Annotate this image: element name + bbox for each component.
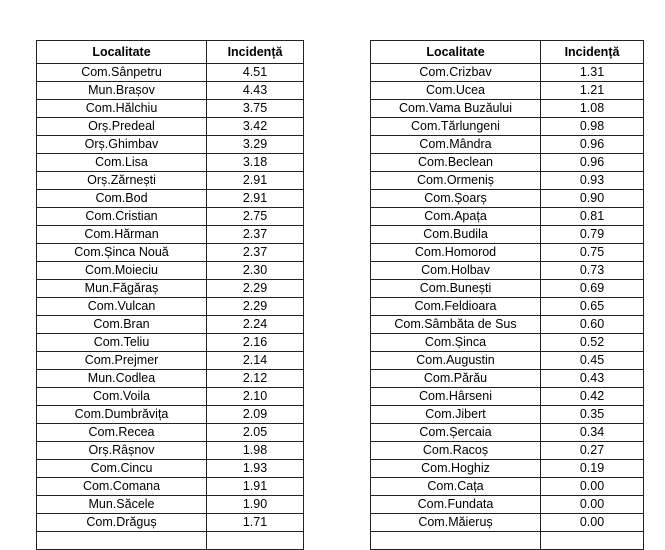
locality-cell: Com.Șoarș xyxy=(371,190,541,208)
table-row xyxy=(371,280,644,298)
column-header-localitate: Localitate xyxy=(37,41,207,64)
locality-cell xyxy=(37,532,207,550)
incidence-cell: 4.51 xyxy=(207,64,304,82)
incidence-cell: 1.91 xyxy=(207,478,304,496)
locality-cell: Com.Comana xyxy=(37,478,207,496)
locality-cell: Com.Bran xyxy=(37,316,207,334)
locality-cell: Com.Holbav xyxy=(371,262,541,280)
incidence-cell: 0.00 xyxy=(541,478,644,496)
table-row xyxy=(37,352,304,370)
incidence-cell: 2.14 xyxy=(207,352,304,370)
table-row xyxy=(371,154,644,172)
incidence-cell xyxy=(541,532,644,550)
locality-cell: Com.Feldioara xyxy=(371,298,541,316)
incidence-cell: 3.18 xyxy=(207,154,304,172)
table-row xyxy=(37,100,304,118)
locality-cell: Com.Mândra xyxy=(371,136,541,154)
locality-cell: Mun.Săcele xyxy=(37,496,207,514)
locality-cell: Com.Vulcan xyxy=(37,298,207,316)
incidence-cell: 2.37 xyxy=(207,244,304,262)
incidence-cell: 2.91 xyxy=(207,190,304,208)
incidence-cell: 4.43 xyxy=(207,82,304,100)
table-row xyxy=(371,136,644,154)
locality-cell: Com.Homorod xyxy=(371,244,541,262)
table-row xyxy=(37,280,304,298)
locality-cell: Com.Prejmer xyxy=(37,352,207,370)
table-row xyxy=(371,352,644,370)
locality-cell: Com.Hărman xyxy=(37,226,207,244)
incidence-table-left xyxy=(36,40,304,550)
table-row-cut-off xyxy=(371,532,644,550)
incidence-table-right xyxy=(370,40,644,550)
table-row xyxy=(37,64,304,82)
locality-cell: Com.Hoghiz xyxy=(371,460,541,478)
table-row xyxy=(371,244,644,262)
incidence-cell: 0.19 xyxy=(541,460,644,478)
incidence-cell: 2.05 xyxy=(207,424,304,442)
table-row xyxy=(371,442,644,460)
locality-cell: Com.Sânpetru xyxy=(37,64,207,82)
table-row xyxy=(37,424,304,442)
incidence-cell: 2.10 xyxy=(207,388,304,406)
table-row xyxy=(371,64,644,82)
incidence-cell: 3.75 xyxy=(207,100,304,118)
table-row xyxy=(371,478,644,496)
locality-cell: Mun.Făgăraș xyxy=(37,280,207,298)
table-row xyxy=(371,334,644,352)
table-row xyxy=(371,388,644,406)
incidence-cell: 0.42 xyxy=(541,388,644,406)
column-header-incidenta: Incidență xyxy=(541,41,644,64)
locality-cell: Com.Bod xyxy=(37,190,207,208)
incidence-cell: 0.73 xyxy=(541,262,644,280)
table-row xyxy=(37,496,304,514)
incidence-cell: 1.31 xyxy=(541,64,644,82)
incidence-cell: 2.29 xyxy=(207,280,304,298)
locality-cell: Com.Cristian xyxy=(37,208,207,226)
table-row xyxy=(37,172,304,190)
table-row xyxy=(37,442,304,460)
locality-cell: Com.Dumbrăvița xyxy=(37,406,207,424)
table-row xyxy=(37,334,304,352)
table-row xyxy=(371,406,644,424)
table-row xyxy=(371,118,644,136)
column-header-incidenta: Incidență xyxy=(207,41,304,64)
incidence-cell: 0.65 xyxy=(541,298,644,316)
locality-cell: Com.Ucea xyxy=(371,82,541,100)
table-row xyxy=(371,496,644,514)
table-row xyxy=(37,244,304,262)
locality-cell: Orș.Zărnești xyxy=(37,172,207,190)
locality-cell: Com.Drăguș xyxy=(37,514,207,532)
incidence-cell: 1.98 xyxy=(207,442,304,460)
table-row xyxy=(37,478,304,496)
incidence-cell xyxy=(207,532,304,550)
locality-cell: Com.Măieruș xyxy=(371,514,541,532)
incidence-cell: 1.71 xyxy=(207,514,304,532)
incidence-cell: 0.52 xyxy=(541,334,644,352)
table-row xyxy=(371,100,644,118)
incidence-cell: 0.96 xyxy=(541,136,644,154)
locality-cell: Com.Părău xyxy=(371,370,541,388)
locality-cell: Com.Ormeniș xyxy=(371,172,541,190)
table-row xyxy=(37,118,304,136)
incidence-cell: 2.91 xyxy=(207,172,304,190)
incidence-cell: 2.16 xyxy=(207,334,304,352)
table-row xyxy=(37,262,304,280)
locality-cell: Com.Vama Buzăului xyxy=(371,100,541,118)
table-row xyxy=(371,460,644,478)
locality-cell: Com.Fundata xyxy=(371,496,541,514)
incidence-cell: 1.90 xyxy=(207,496,304,514)
table-row xyxy=(371,208,644,226)
incidence-cell: 0.00 xyxy=(541,514,644,532)
table-header-row xyxy=(37,41,304,64)
locality-cell: Orș.Predeal xyxy=(37,118,207,136)
incidence-cell: 0.98 xyxy=(541,118,644,136)
locality-cell: Com.Moieciu xyxy=(37,262,207,280)
locality-cell: Mun.Brașov xyxy=(37,82,207,100)
table-row xyxy=(371,514,644,532)
incidence-cell: 2.75 xyxy=(207,208,304,226)
locality-cell xyxy=(371,532,541,550)
table-row xyxy=(37,190,304,208)
locality-cell: Com.Crizbav xyxy=(371,64,541,82)
incidence-cell: 0.34 xyxy=(541,424,644,442)
locality-cell: Com.Beclean xyxy=(371,154,541,172)
locality-cell: Com.Sâmbăta de Sus xyxy=(371,316,541,334)
incidence-cell: 2.30 xyxy=(207,262,304,280)
locality-cell: Com.Șinca xyxy=(371,334,541,352)
incidence-cell: 3.42 xyxy=(207,118,304,136)
table-row xyxy=(37,316,304,334)
incidence-cell: 0.81 xyxy=(541,208,644,226)
incidence-cell: 2.37 xyxy=(207,226,304,244)
incidence-cell: 1.08 xyxy=(541,100,644,118)
locality-cell: Com.Șercaia xyxy=(371,424,541,442)
incidence-cell: 2.12 xyxy=(207,370,304,388)
incidence-cell: 2.09 xyxy=(207,406,304,424)
incidence-cell: 0.43 xyxy=(541,370,644,388)
locality-cell: Com.Augustin xyxy=(371,352,541,370)
locality-cell: Orș.Ghimbav xyxy=(37,136,207,154)
table-row xyxy=(371,424,644,442)
locality-cell: Com.Cincu xyxy=(37,460,207,478)
table-row xyxy=(37,406,304,424)
table-row xyxy=(37,208,304,226)
incidence-cell: 1.21 xyxy=(541,82,644,100)
locality-cell: Com.Hârseni xyxy=(371,388,541,406)
incidence-cell: 0.27 xyxy=(541,442,644,460)
locality-cell: Com.Voila xyxy=(37,388,207,406)
incidence-cell: 0.35 xyxy=(541,406,644,424)
incidence-cell: 2.24 xyxy=(207,316,304,334)
table-row xyxy=(371,298,644,316)
table-row xyxy=(37,370,304,388)
table-row xyxy=(371,370,644,388)
locality-cell: Com.Jibert xyxy=(371,406,541,424)
table-row xyxy=(371,226,644,244)
incidence-cell: 0.75 xyxy=(541,244,644,262)
table-row xyxy=(37,226,304,244)
locality-cell: Com.Racoș xyxy=(371,442,541,460)
locality-cell: Com.Recea xyxy=(37,424,207,442)
incidence-cell: 0.45 xyxy=(541,352,644,370)
table-header-row xyxy=(371,41,644,64)
incidence-cell: 1.93 xyxy=(207,460,304,478)
table-row xyxy=(371,316,644,334)
locality-cell: Com.Teliu xyxy=(37,334,207,352)
table-row xyxy=(37,388,304,406)
locality-cell: Mun.Codlea xyxy=(37,370,207,388)
locality-cell: Com.Tărlungeni xyxy=(371,118,541,136)
incidence-cell: 0.60 xyxy=(541,316,644,334)
table-row xyxy=(371,190,644,208)
locality-cell: Com.Budila xyxy=(371,226,541,244)
table-row xyxy=(37,298,304,316)
table-row xyxy=(37,460,304,478)
locality-cell: Com.Hălchiu xyxy=(37,100,207,118)
table-row xyxy=(37,136,304,154)
incidence-cell: 0.96 xyxy=(541,154,644,172)
incidence-cell: 0.00 xyxy=(541,496,644,514)
locality-cell: Com.Apața xyxy=(371,208,541,226)
locality-cell: Com.Bunești xyxy=(371,280,541,298)
column-header-localitate: Localitate xyxy=(371,41,541,64)
locality-cell: Com.Lisa xyxy=(37,154,207,172)
incidence-cell: 3.29 xyxy=(207,136,304,154)
locality-cell: Com.Cața xyxy=(371,478,541,496)
table-row xyxy=(37,514,304,532)
table-row-cut-off xyxy=(37,532,304,550)
incidence-cell: 0.90 xyxy=(541,190,644,208)
table-row xyxy=(371,172,644,190)
locality-cell: Com.Șinca Nouă xyxy=(37,244,207,262)
incidence-cell: 2.29 xyxy=(207,298,304,316)
table-row xyxy=(37,154,304,172)
incidence-cell: 0.93 xyxy=(541,172,644,190)
table-row xyxy=(37,82,304,100)
table-row xyxy=(371,82,644,100)
locality-cell: Orș.Râșnov xyxy=(37,442,207,460)
incidence-cell: 0.69 xyxy=(541,280,644,298)
table-row xyxy=(371,262,644,280)
incidence-cell: 0.79 xyxy=(541,226,644,244)
